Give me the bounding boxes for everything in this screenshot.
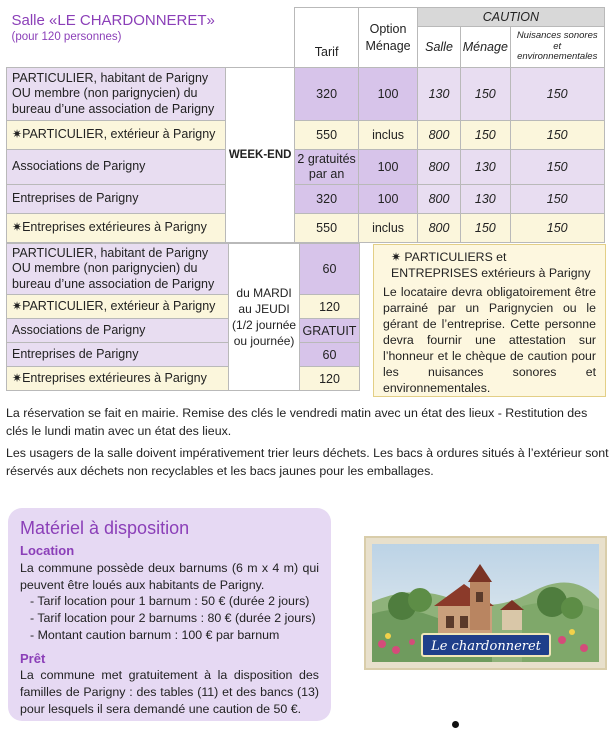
caution-header: CAUTION: [418, 8, 604, 27]
row-label: PARTICULIER, habitant de Parigny OU membre (non parignycien) du bureau d’une association de Parigny: [7, 68, 226, 121]
location-list: [20, 593, 319, 643]
asterisk-icon: ✷: [12, 127, 23, 142]
row-label-cell: [7, 295, 229, 319]
reservation-paragraph: La réservation se fait en mairie. Remise des clés le vendredi matin avec un état des lieux - Restitution des clés le lundi matin avec un état des lieux.: [6, 406, 588, 438]
table-row: [7, 121, 609, 150]
option-value: 100: [358, 68, 417, 121]
option-value: 100: [358, 185, 417, 214]
picture-caption: Le chardonneret: [431, 639, 541, 654]
room-title-cell: [7, 8, 226, 68]
tarif-value: 550: [295, 214, 358, 243]
option-value: inclus: [358, 121, 417, 150]
table-row: [7, 367, 360, 391]
table-row: [7, 295, 360, 319]
caution-salle-value: 800: [418, 121, 460, 150]
list-item: - Tarif location pour 1 barnum : 50 € (durée 2 jours): [30, 594, 310, 609]
period-weekday: du MARDI au JEUDI (1/2 journée ou journée): [229, 244, 300, 391]
tarif-value: 320: [295, 68, 358, 121]
waste-paragraph: Les usagers de la salle doivent impérativement trier leurs déchets. Les bacs à ordures situés à l’extérieur sont réservés aux déchets non recyclables et les bacs jaunes pour les emballages.: [6, 446, 609, 478]
caution-nuisances-value: 150: [510, 68, 604, 121]
row-label: PARTICULIER, extérieur à Parigny: [22, 127, 216, 142]
row-label: Entreprises de Parigny: [7, 343, 229, 367]
table-row: [7, 244, 360, 295]
tarif-value: 120: [299, 367, 359, 391]
note-heading-wrap: [383, 250, 596, 282]
tarif-value: 60: [299, 244, 359, 295]
caution-salle-value: 130: [418, 68, 460, 121]
asterisk-icon: ✷: [12, 220, 23, 235]
row-label-cell: [7, 121, 226, 150]
table-row: [7, 185, 609, 214]
row-label: Entreprises extérieures à Parigny: [22, 370, 207, 385]
table-row: [7, 343, 360, 367]
col-tarif-header: Tarif: [295, 8, 358, 68]
row-label-cell: [7, 214, 226, 243]
caution-salle-value: 800: [418, 150, 460, 185]
row-label: Entreprises extérieures à Parigny: [22, 220, 207, 235]
caution-nuisances-value: 150: [510, 185, 604, 214]
caution-menage-value: 150: [460, 121, 510, 150]
tarif-value: 60: [299, 343, 359, 367]
asterisk-icon: ✷: [391, 250, 405, 264]
col-nuisances-header: Nuisances sonores et environnementales: [510, 27, 604, 68]
tarif-value: 320: [295, 185, 358, 214]
tarif-value: GRATUIT: [299, 319, 359, 343]
bullet-dot: [452, 721, 459, 728]
caution-menage-value: 150: [460, 68, 510, 121]
asterisk-icon: ✷: [12, 298, 23, 313]
option-value: 100: [358, 150, 417, 185]
col-menage-header: Ménage: [460, 27, 510, 68]
caution-nuisances-value: 150: [510, 121, 604, 150]
row-label: Entreprises de Parigny: [7, 185, 226, 214]
caution-salle-value: 800: [418, 185, 460, 214]
tarif-table-weekend: [6, 7, 609, 243]
caution-salle-value: 800: [418, 214, 460, 243]
caution-nuisances-value: 150: [510, 214, 604, 243]
tarif-value: 120: [299, 295, 359, 319]
note-heading: PARTICULIERS et ENTREPRISES extérieurs à Parigny: [391, 250, 591, 280]
row-label: PARTICULIER, habitant de Parigny OU membre (non parignycien) du bureau d’une association de Parigny: [7, 244, 229, 295]
option-value: inclus: [358, 214, 417, 243]
pret-heading: Prêt: [20, 650, 46, 666]
table-row: [7, 319, 360, 343]
list-item: - Montant caution barnum : 100 € par barnum: [30, 627, 280, 642]
row-label-cell: [7, 367, 229, 391]
room-title: Salle «LE CHARDONNERET»: [11, 11, 215, 29]
external-note-box: [373, 244, 606, 397]
materiel-box: [8, 508, 331, 721]
table-row: [7, 150, 609, 185]
note-text: Le locataire devra obligatoirement être parrainé par un Parignycien ou le gérant de l’entreprise. Cette personne devra fournir une attestation sur l’honneur et le chèque de caution pour les nuisances sonores et environnementales.: [383, 284, 596, 395]
tarif-table-weekday: [6, 243, 360, 391]
col-salle-header: Salle: [418, 27, 460, 68]
col-option-header: Option Ménage: [358, 8, 417, 68]
caution-nuisances-value: 150: [510, 150, 604, 185]
list-item: - Tarif location pour 2 barnums : 80 € (durée 2 jours): [30, 611, 316, 626]
row-label: Associations de Parigny: [7, 150, 226, 185]
tarif-value: 550: [295, 121, 358, 150]
table-row: [7, 68, 609, 121]
location-text: La commune possède deux barnums (6 m x 4 m) qui peuvent être loués aux habitants de Parigny.: [20, 560, 319, 592]
materiel-title: Matériel à disposition: [20, 518, 190, 538]
chardonneret-illustration: [372, 544, 599, 662]
caution-menage-value: 150: [460, 214, 510, 243]
pret-text: La commune met gratuitement à la disposition des familles de Parigny : des tables (11) et des bancs (13) pour lesquels il sera demandé une caution de 50 €.: [20, 668, 319, 716]
row-label: PARTICULIER, extérieur à Parigny: [22, 298, 216, 313]
row-label: Associations de Parigny: [7, 319, 229, 343]
caution-menage-value: 130: [460, 185, 510, 214]
location-heading: Location: [20, 543, 75, 559]
tarif-value: 2 gratuités par an: [295, 150, 358, 185]
asterisk-icon: ✷: [12, 370, 23, 385]
room-capacity: (pour 120 personnes): [11, 31, 122, 44]
period-weekend: WEEK-END: [225, 68, 295, 243]
caution-menage-value: 130: [460, 150, 510, 185]
table-row: [7, 214, 609, 243]
chardonneret-picture: [364, 536, 607, 670]
